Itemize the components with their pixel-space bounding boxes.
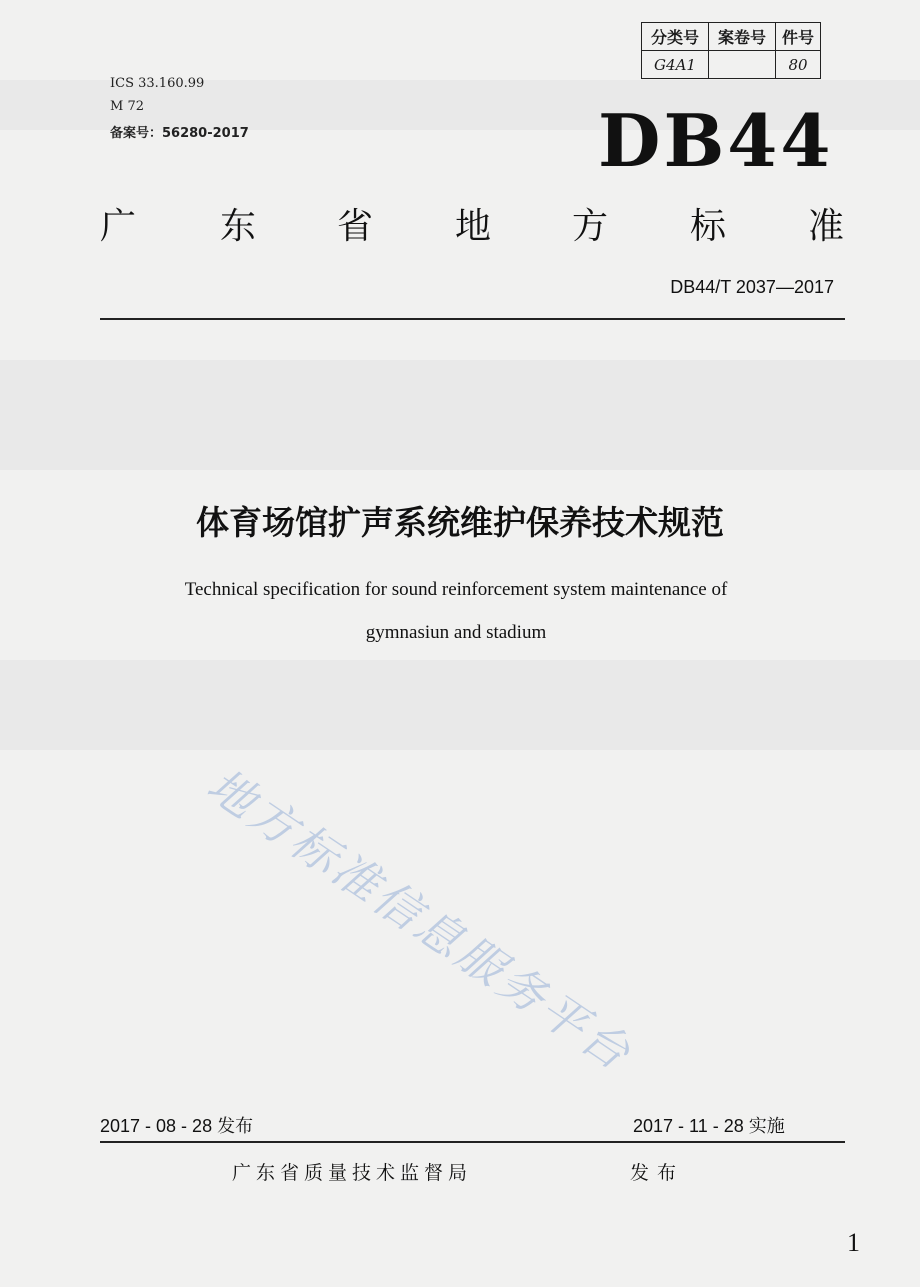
watermark: 地方标准信息服务平台 <box>197 757 643 1082</box>
classification-value: 80 <box>776 51 821 79</box>
classification-header: 案卷号 <box>709 23 776 51</box>
category-char: 东 <box>220 206 257 247</box>
classification-header: 件号 <box>776 23 821 51</box>
classification-value: G4A1 <box>642 51 709 79</box>
category-char: 省 <box>337 206 374 247</box>
issue-date: 2017 - 08 - 28 发布 <box>100 1116 254 1136</box>
category-char: 标 <box>690 206 727 247</box>
publisher: 广东省质量技术监督局 <box>232 1162 473 1184</box>
header-divider <box>100 318 845 320</box>
category-char: 地 <box>455 206 492 247</box>
category-char: 广 <box>100 206 137 247</box>
db44-logo: DB44 <box>598 98 834 183</box>
publish-label: 发布 <box>630 1162 685 1184</box>
document-title-en-line2: gymnasiun and stadium <box>365 622 547 643</box>
page-number: 1 <box>847 1228 860 1257</box>
footer-divider <box>100 1141 845 1143</box>
document-title-en-line1: Technical specification for sound reinforcement system maintenance of <box>184 579 728 600</box>
document-title-cn: 体育场馆扩声系统维护保养技术规范 <box>196 503 724 542</box>
category-char: 准 <box>808 206 845 247</box>
scan-band <box>0 360 920 470</box>
classification-header: 分类号 <box>642 23 709 51</box>
ics-code: ICS 33.160.99 <box>110 76 205 91</box>
scan-band <box>0 660 920 750</box>
classification-value <box>709 51 776 79</box>
category-char: 方 <box>572 206 609 247</box>
effective-date: 2017 - 11 - 28 实施 <box>633 1116 785 1136</box>
ccs-code: M 72 <box>110 99 144 114</box>
standard-number: DB44/T 2037—2017 <box>670 277 834 297</box>
classification-table <box>641 22 821 79</box>
filing-number: 备案号：56280-2017 <box>110 126 249 141</box>
